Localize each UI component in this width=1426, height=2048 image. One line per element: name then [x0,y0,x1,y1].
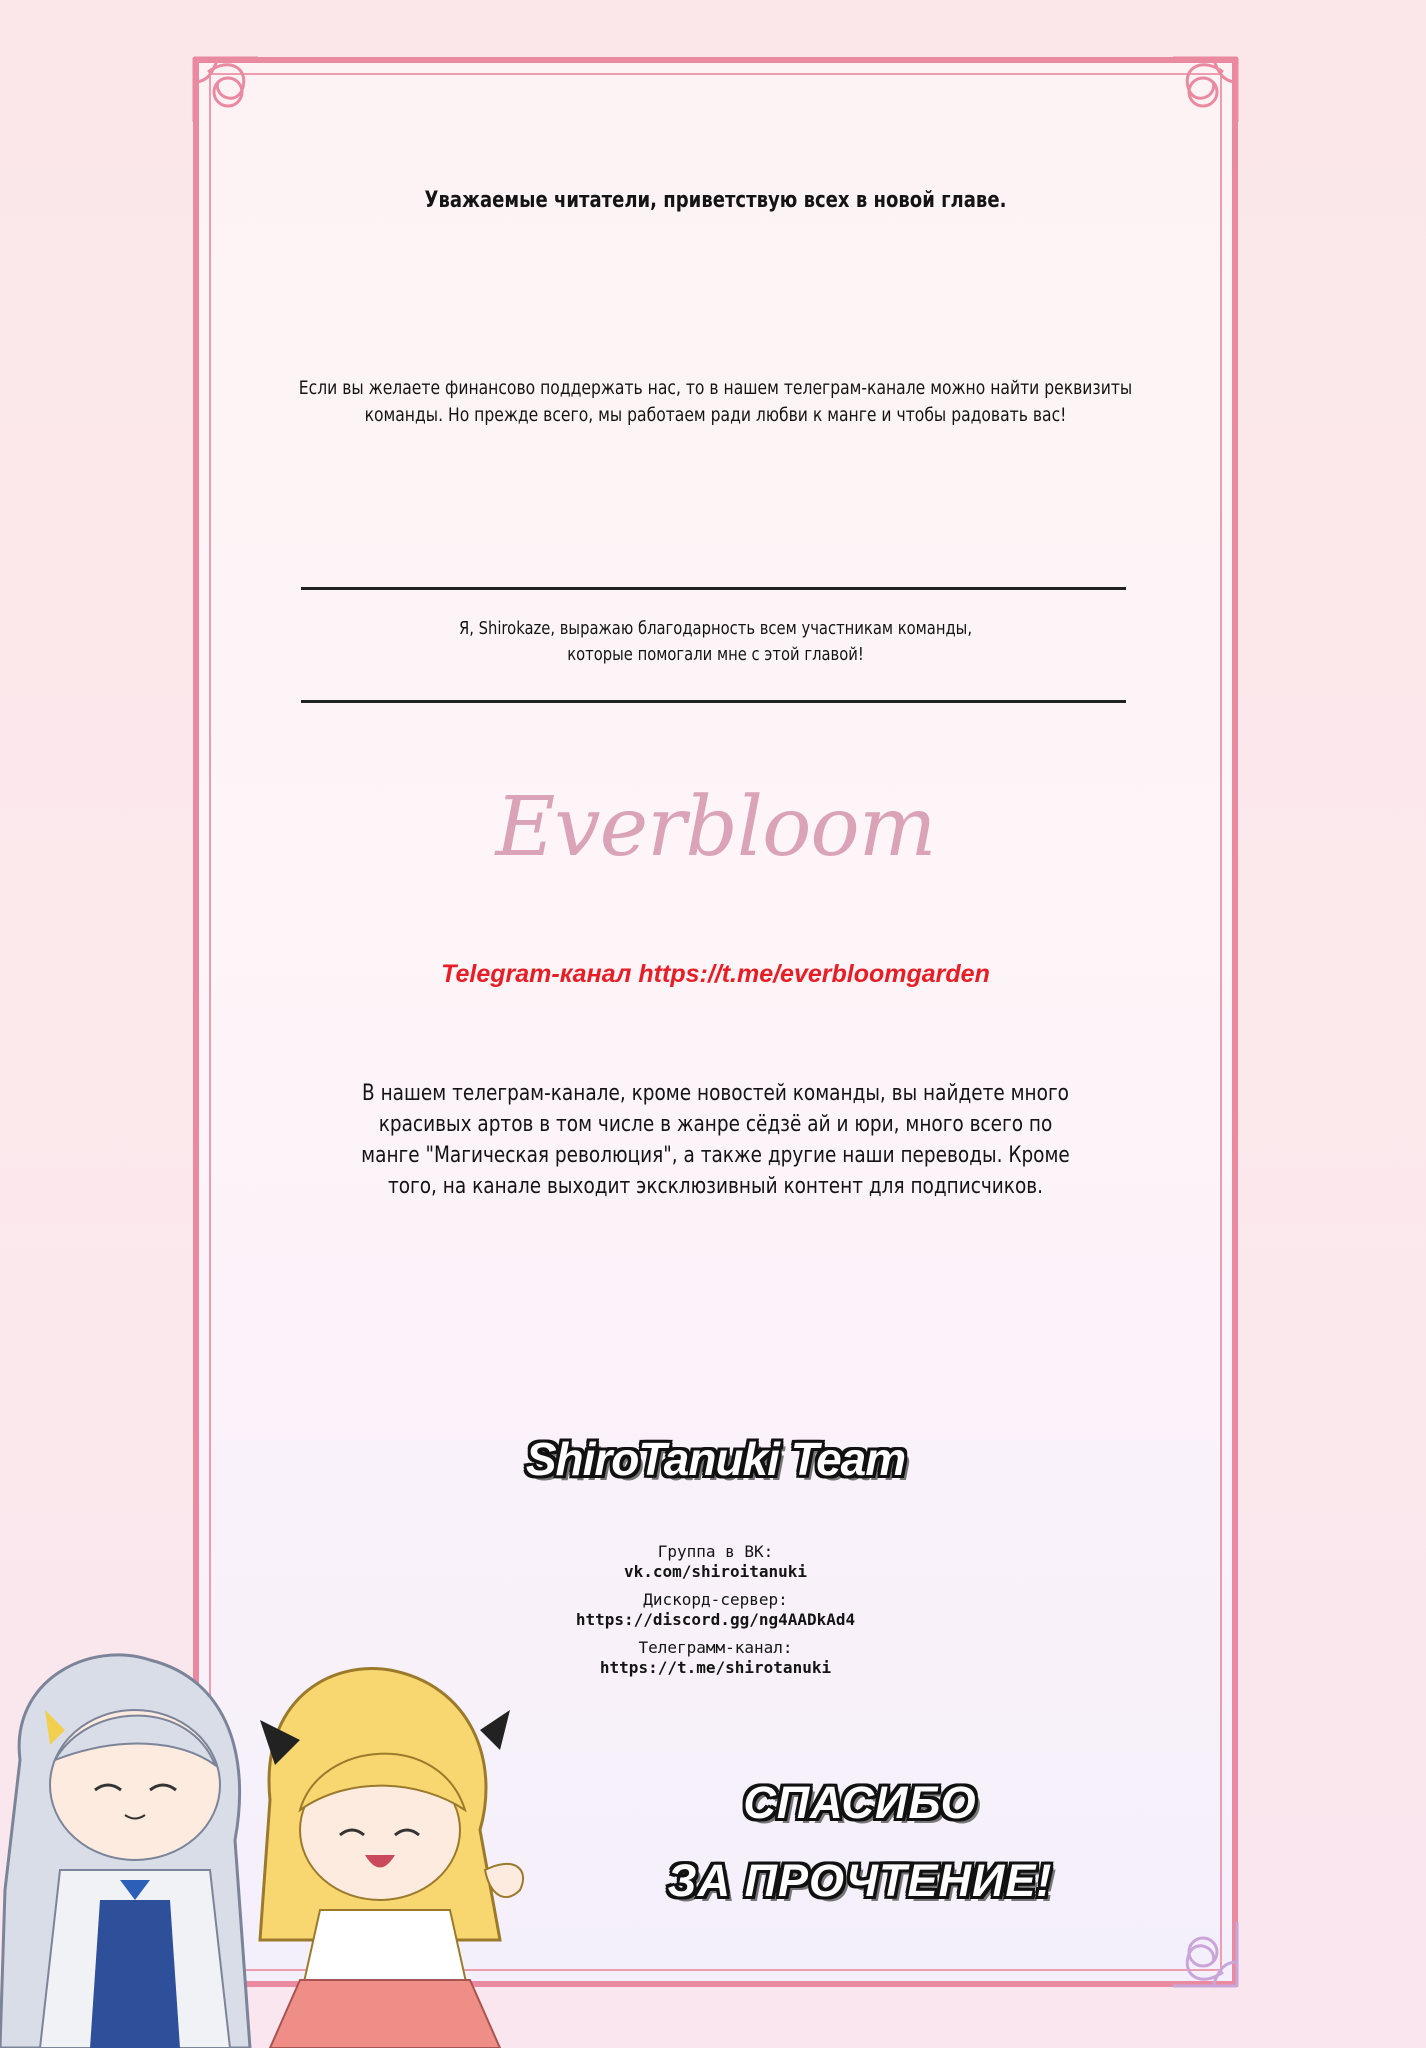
vk-label: Группа в ВК: [657,1542,774,1561]
divider [301,587,1126,590]
thanks-line: Я, Shirokaze, выражаю благодарность всем участникам команды, [458,618,973,639]
thanks-paragraph [287,616,1144,668]
telegram-label: Телеграмм-канал: [638,1638,793,1657]
chibi-girls-illustration [0,1640,560,2048]
thanks-for-reading-line1: СПАСИБО [743,1777,977,1828]
discord-link[interactable]: https://discord.gg/ng4AADkAd4 [575,1610,856,1629]
divider [301,700,1126,703]
flourish-ornament [1153,52,1243,142]
thanks-for-reading-line2: ЗА ПРОЧТЕНИЕ! [667,1855,1053,1906]
about-line: того, на канале выходит эксклюзивный контент для подписчиков. [387,1174,1044,1199]
flourish-ornament [1153,1902,1243,1992]
team-title: ShiroTanuki Team [525,1433,906,1485]
about-paragraph [277,1078,1155,1202]
blonde-girl [260,1669,523,2048]
flourish-ornament [188,52,278,142]
thanks-line: которые помогали мне с этой главой! [567,644,864,665]
everbloom-telegram-link[interactable]: Telegram-канал https://t.me/everbloomgarden [441,960,990,988]
everbloom-logo: Everbloom [495,780,936,875]
support-paragraph [287,375,1144,429]
about-line: красивых артов в том числе в жанре сёдзё ай и юри, много всего по [378,1112,1053,1137]
about-line: В нашем телеграм-канале, кроме новостей команды, вы найдете много [362,1081,1069,1106]
telegram-link[interactable]: https://t.me/shirotanuki [599,1658,832,1677]
support-line: Если вы желаете финансово поддержать нас, то в нашем телеграм-канале можно найти реквизиты [298,377,1133,399]
discord-label: Дискорд-сервер: [643,1590,788,1609]
about-line: манге "Магическая революция", а также другие наши переводы. Кроме [361,1143,1070,1168]
greeting-heading: Уважаемые читатели, приветствую всех в новой главе. [424,188,1007,213]
vk-link[interactable]: vk.com/shiroitanuki [623,1562,808,1581]
silver-haired-girl [0,1655,250,2048]
support-line: команды. Но прежде всего, мы работаем ради любви к манге и чтобы радовать вас! [364,404,1067,426]
